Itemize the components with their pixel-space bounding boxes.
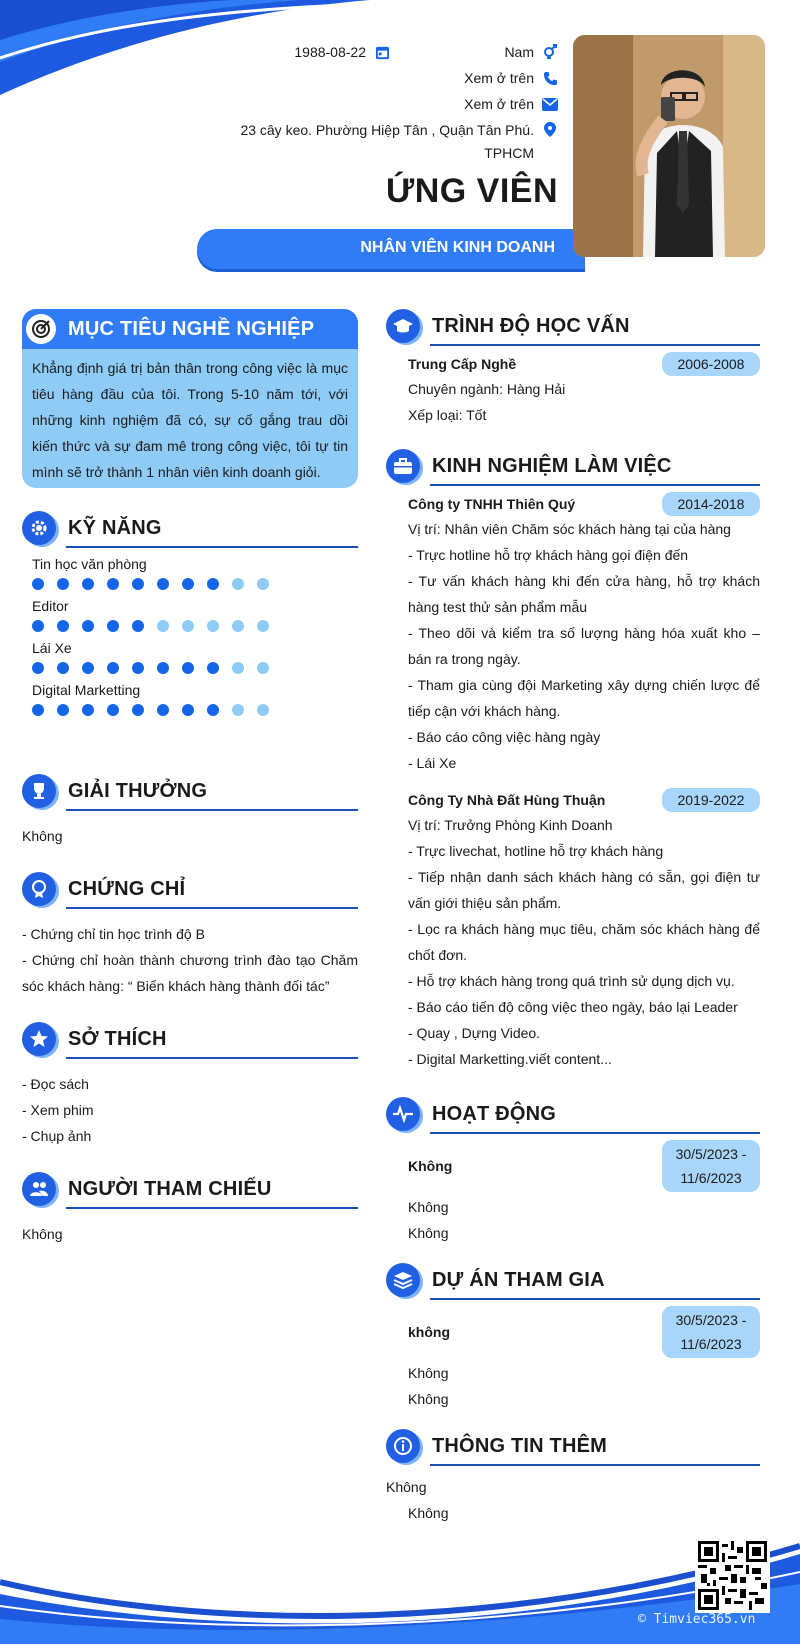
section-divider	[430, 484, 760, 486]
rating-dot-filled	[32, 704, 44, 716]
people-icon	[22, 1172, 56, 1206]
education-section	[386, 306, 760, 428]
activities-title: HOẠT ĐỘNG	[432, 1102, 557, 1125]
star-icon	[22, 1022, 56, 1056]
skill-rating	[32, 578, 358, 590]
rating-dot-filled	[107, 662, 119, 674]
job-detail-line: - Tiếp nhận danh sách khách hàng có sẵn, gọi điện tư vấn giới thiệu sản phẩm.	[408, 869, 760, 911]
company-name: Công Ty Nhà Đất Hùng Thuận	[408, 792, 606, 808]
rating-dot-empty	[257, 704, 269, 716]
rating-dot-filled	[57, 662, 69, 674]
dob-text: 1988-08-22	[294, 44, 366, 60]
skill-name: Digital Marketting	[32, 682, 141, 698]
job-detail-line: - Hỗ trợ khách hàng trong quá trình sử dụng dịch vụ.	[408, 973, 735, 989]
section-divider	[430, 1298, 760, 1300]
job-detail-line: - Tham gia cùng đội Marketing xây dựng chiến lược để tiếp cận với khách hàng.	[408, 677, 760, 719]
job-detail-line: - Trực livechat, hotline hỗ trợ khách hàng	[408, 843, 664, 859]
gear-icon	[22, 511, 56, 545]
rating-dot-filled	[57, 620, 69, 632]
rating-dot-filled	[182, 662, 194, 674]
job-detail-line: Vị trí: Trưởng Phòng Kinh Doanh	[408, 817, 613, 833]
education-major: Chuyên ngành: Hàng Hải	[408, 381, 566, 397]
project-line: Không	[408, 1365, 449, 1381]
skill-rating	[32, 662, 358, 674]
job-detail-line: - Digital Marketting.viết content...	[408, 1051, 612, 1067]
rating-dot-filled	[182, 704, 194, 716]
rating-dot-filled	[132, 662, 144, 674]
mail-icon	[542, 96, 558, 112]
rating-dot-empty	[232, 578, 244, 590]
section-divider	[430, 1464, 760, 1466]
job-detail-line: - Tư vấn khách hàng khi đến cửa hàng, hỗ trợ khách hàng test thử sản phẩm mẫu	[408, 573, 760, 615]
experience-section	[386, 446, 760, 1072]
skill-item	[32, 598, 358, 632]
certificate-item: - Chứng chỉ tin học trình độ B	[22, 926, 205, 942]
career-objective-header	[22, 309, 358, 349]
layers-icon	[386, 1263, 420, 1297]
rating-dot-empty	[157, 620, 169, 632]
references-title: NGƯỜI THAM CHIẾU	[68, 1177, 272, 1200]
phone-text: Xem ở trên	[464, 70, 534, 86]
rating-dot-filled	[207, 704, 219, 716]
period-badge: 30/5/2023 - 11/6/2023	[662, 1306, 760, 1358]
period-badge: 2006-2008	[662, 352, 760, 376]
rating-dot-filled	[157, 578, 169, 590]
watermark-text: © Timviec365.vn	[638, 1612, 756, 1627]
rating-dot-filled	[107, 620, 119, 632]
skill-name: Editor	[32, 598, 69, 614]
projects-section	[386, 1260, 760, 1412]
extra-info-section	[386, 1426, 760, 1526]
job-detail-line: Vị trí: Nhân viên Chăm sóc khách hàng tại của hàng	[408, 521, 731, 537]
skill-item	[32, 682, 358, 716]
references-text: Không	[22, 1226, 63, 1242]
extra-info-line: Không	[386, 1479, 427, 1495]
rating-dot-filled	[32, 620, 44, 632]
skill-item	[32, 640, 358, 674]
activity-name: Không	[408, 1158, 453, 1174]
rating-dot-empty	[232, 662, 244, 674]
rating-dot-filled	[207, 578, 219, 590]
job-detail-line: - Báo cáo tiến độ công việc theo ngày, báo lại Leader	[408, 999, 738, 1015]
job-title-banner: NHÂN VIÊN KINH DOANH	[197, 229, 585, 269]
rating-dot-filled	[182, 578, 194, 590]
job-detail-line: - Lọc ra khách hàng mục tiêu, chăm sóc khách hàng để chốt đơn.	[408, 921, 760, 963]
rating-dot-empty	[232, 620, 244, 632]
company-name: Công ty TNHH Thiên Quý	[408, 496, 576, 512]
section-divider	[66, 1057, 358, 1059]
trophy-icon	[22, 774, 56, 808]
info-icon	[386, 1429, 420, 1463]
awards-section	[22, 771, 358, 849]
email-text: Xem ở trên	[464, 96, 534, 112]
activities-section	[386, 1094, 760, 1246]
skills-section	[22, 508, 358, 716]
rating-dot-filled	[82, 704, 94, 716]
address-row	[240, 122, 558, 138]
qr-code	[695, 1538, 770, 1613]
certificate-item: - Chứng chỉ hoàn thành chương trình đào tạo Chăm sóc khách hàng: “ Biến khách hàng thành đối tác”	[22, 952, 358, 994]
address-text-line2: TPHCM	[484, 145, 534, 161]
awards-title: GIẢI THƯỞNG	[68, 779, 208, 802]
skill-rating	[32, 704, 358, 716]
phone-row	[464, 70, 558, 86]
location-pin-icon	[542, 122, 558, 138]
dob-row	[294, 44, 390, 60]
rating-dot-filled	[32, 578, 44, 590]
hobbies-title: SỞ THÍCH	[68, 1027, 167, 1050]
certificates-title: CHỨNG CHỈ	[68, 877, 186, 900]
activity-line: Không	[408, 1199, 449, 1215]
period-badge: 30/5/2023 - 11/6/2023	[662, 1140, 760, 1192]
hobbies-section	[22, 1019, 358, 1149]
job-detail-line: - Trực hotline hỗ trợ khách hàng gọi điện đến	[408, 547, 689, 563]
profile-photo	[573, 35, 765, 257]
period-badge: 2019-2022	[662, 788, 760, 812]
rating-dot-filled	[57, 578, 69, 590]
email-row	[464, 96, 558, 112]
hobby-item: - Đọc sách	[22, 1076, 89, 1092]
career-objective-title: MỤC TIÊU NGHỀ NGHIỆP	[68, 317, 315, 340]
gender-text: Nam	[504, 44, 534, 60]
graduation-cap-icon	[386, 309, 420, 343]
skill-name: Tin học văn phòng	[32, 556, 147, 572]
experience-title: KINH NGHIỆM LÀM VIỆC	[432, 454, 672, 477]
skill-rating	[32, 620, 358, 632]
career-objective-box	[22, 309, 358, 488]
hobby-item: - Chụp ảnh	[22, 1128, 92, 1144]
gender-row	[504, 44, 558, 60]
rating-dot-filled	[82, 620, 94, 632]
rating-dot-empty	[207, 620, 219, 632]
section-divider	[66, 907, 358, 909]
rating-dot-filled	[107, 704, 119, 716]
rating-dot-empty	[182, 620, 194, 632]
candidate-name: ỨNG VIÊN	[385, 172, 558, 210]
awards-text: Không	[22, 828, 63, 844]
extra-info-line: Không	[408, 1505, 449, 1521]
skill-item	[32, 556, 358, 590]
pulse-icon	[386, 1097, 420, 1131]
rating-dot-filled	[57, 704, 69, 716]
rating-dot-filled	[132, 704, 144, 716]
section-divider	[66, 809, 358, 811]
references-section	[22, 1169, 358, 1247]
rating-dot-filled	[157, 704, 169, 716]
section-divider	[66, 546, 358, 548]
rating-dot-filled	[132, 620, 144, 632]
rating-dot-filled	[82, 662, 94, 674]
job-detail-line: - Lái Xe	[408, 755, 457, 771]
projects-title: DỰ ÁN THAM GIA	[432, 1268, 605, 1291]
skill-name: Lái Xe	[32, 640, 72, 656]
rating-dot-filled	[82, 578, 94, 590]
skills-title: KỸ NĂNG	[68, 516, 162, 539]
certificates-section	[22, 869, 358, 999]
section-divider	[66, 1207, 358, 1209]
job-entry	[408, 788, 760, 1072]
target-icon	[26, 314, 56, 344]
rating-dot-filled	[132, 578, 144, 590]
activity-line: Không	[408, 1225, 449, 1241]
calendar-icon	[374, 44, 390, 60]
job-detail-line: - Quay , Dựng Video.	[408, 1025, 541, 1041]
certificate-icon	[22, 872, 56, 906]
gender-icon	[542, 44, 558, 60]
rating-dot-empty	[257, 620, 269, 632]
job-entry	[408, 492, 760, 776]
section-divider	[430, 344, 760, 346]
address-text-line1: 23 cây keo. Phường Hiệp Tân , Quận Tân Phú.	[240, 122, 534, 138]
education-title: TRÌNH ĐỘ HỌC VẤN	[432, 314, 630, 337]
education-grade: Xếp loại: Tốt	[408, 407, 487, 423]
rating-dot-empty	[257, 578, 269, 590]
period-badge: 2014-2018	[662, 492, 760, 516]
hobby-item: - Xem phim	[22, 1102, 94, 1118]
extra-info-title: THÔNG TIN THÊM	[432, 1434, 608, 1457]
job-detail-line: - Theo dõi và kiểm tra số lượng hàng hóa xuất kho – bán ra trong ngày.	[408, 625, 760, 667]
career-objective-text: Khẳng định giá trị bản thân trong công việc là mục tiêu hàng đầu của tôi. Trong 5-10 năm tới, với những kinh nghiệm đã có, sự cố gắng trau dồi kiến thức và sự đam mê trong công việc, tôi tự tin mình sẽ trở thành 1 nhân viên kinh doanh giỏi.	[32, 360, 348, 480]
project-line: Không	[408, 1391, 449, 1407]
phone-icon	[542, 70, 558, 86]
job-detail-line: - Báo cáo công việc hàng ngày	[408, 729, 601, 745]
rating-dot-filled	[157, 662, 169, 674]
school-name: Trung Cấp Nghề	[408, 356, 517, 372]
rating-dot-empty	[257, 662, 269, 674]
rating-dot-filled	[32, 662, 44, 674]
section-divider	[430, 1132, 760, 1134]
rating-dot-filled	[107, 578, 119, 590]
rating-dot-filled	[207, 662, 219, 674]
project-name: không	[408, 1324, 450, 1340]
rating-dot-empty	[232, 704, 244, 716]
briefcase-icon	[386, 449, 420, 483]
